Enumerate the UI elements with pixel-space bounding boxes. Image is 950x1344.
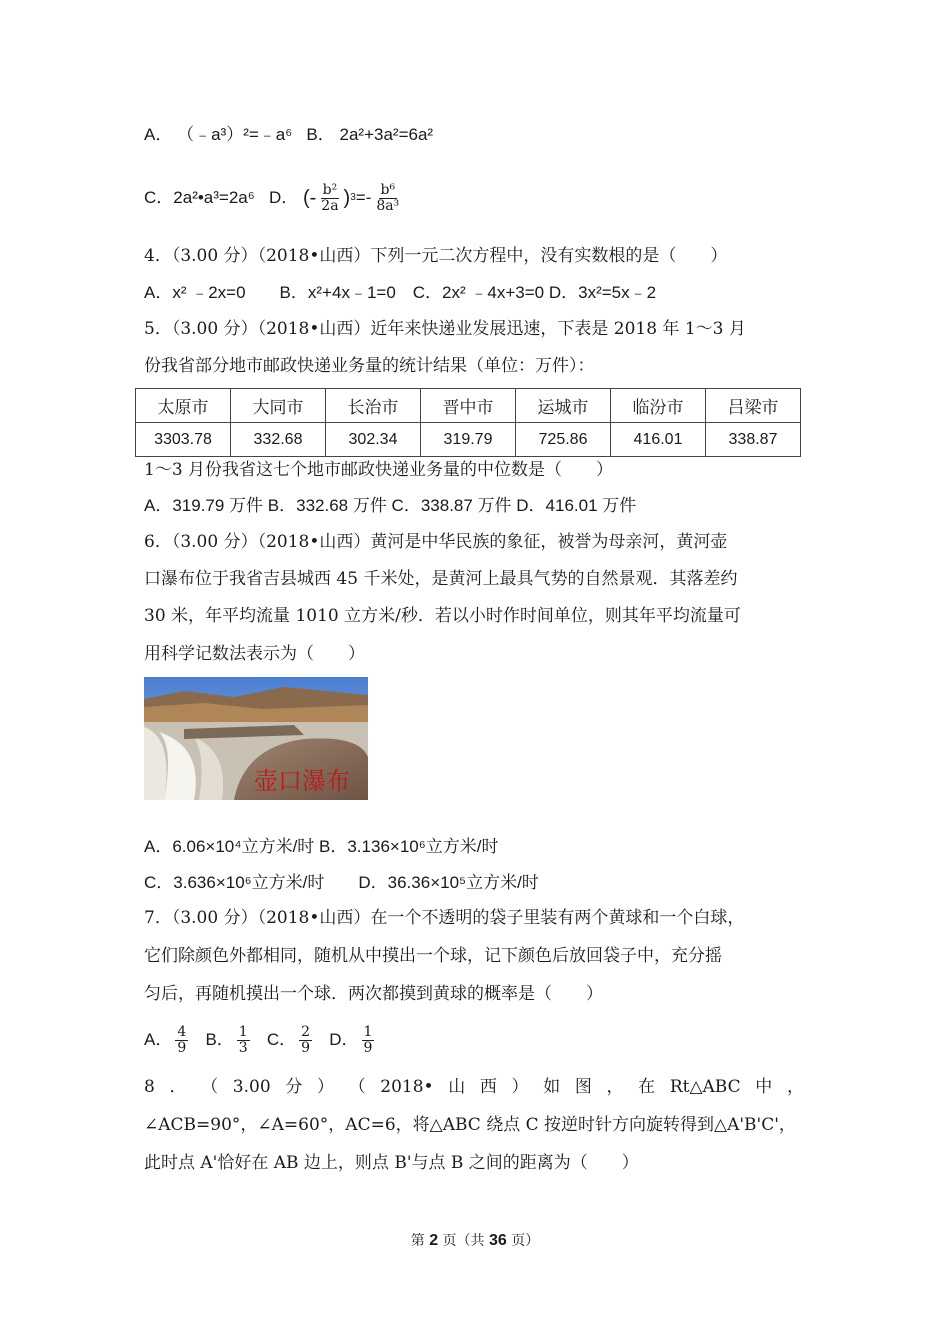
q6-stem-line-1: 6．（3.00 分）（2018•山西）黄河是中华民族的象征，被誉为母亲河，黄河壶 [144, 532, 728, 552]
q8-token: ） [511, 1077, 529, 1097]
fraction-denominator: 8a³ [376, 197, 400, 214]
q3-option-a-text: （﹣a³）²=﹣a⁶ [177, 125, 293, 144]
q8-token: Rt△ABC [669, 1077, 741, 1097]
fraction-numerator: 4 [177, 1023, 187, 1040]
fraction-denominator: 9 [177, 1039, 187, 1056]
q3-option-d-rhs-fraction [374, 183, 401, 214]
footer-suffix: 页） [511, 1233, 540, 1249]
q8-token: ， [606, 1077, 624, 1097]
footer-total-pages: 36 [489, 1232, 507, 1249]
table-cell: 338.87 [706, 423, 801, 457]
q8-token: ． [169, 1077, 187, 1097]
q8-stem-line-2: ∠ACB=90°，∠A=60°，AC=6，将△ABC 绕点 C 按逆时针方向旋转得到△A'B'C'， [144, 1115, 796, 1135]
q8-token: 3.00 [232, 1077, 271, 1097]
table-header-cell: 运城市 [516, 389, 611, 423]
table-header-row [136, 389, 801, 423]
q3-option-a-label: A． [144, 125, 173, 144]
q8-token: ， [786, 1077, 804, 1097]
q3-option-c-label: C． [144, 188, 174, 207]
q7-option-c-label: C． [266, 1030, 297, 1049]
fraction-numerator: 2 [301, 1023, 311, 1040]
q3-option-d-lhs-fraction [319, 183, 340, 214]
q6-stem-line-3: 30 米，年平均流量 1010 立方米/秒．若以小时作时间单位，则其年平均流量可 [144, 606, 741, 626]
q6-options-line-1: A．6.06×10⁴立方米/时 B．3.136×10⁶立方米/时 [144, 837, 499, 856]
q7-stem-line-2: 它们除颜色外都相同，随机从中摸出一个球，记下颜色后放回袋子中，充分摇 [144, 946, 722, 966]
q3-option-b-text: 2a²+3a²=6a² [339, 125, 434, 144]
fraction-denominator: 2a [321, 197, 339, 214]
q3-option-c-text: 2a²•a³=2a⁶ [173, 188, 255, 207]
q7-option-a-label: A． [144, 1030, 173, 1049]
table-cell: 319.79 [421, 423, 516, 457]
hukou-waterfall-photo [144, 677, 368, 800]
q5-stem-line-2: 份我省部分地市邮政快递业务量的统计结果（单位：万件）： [144, 356, 595, 376]
q6-stem-line-4: 用科学记数法表示为（ ） [144, 644, 365, 664]
q8-stem-line-1 [144, 1076, 804, 1098]
page-footer [0, 1230, 950, 1250]
footer-page-number: 2 [429, 1232, 439, 1249]
q4-options: A．x² ﹣2x=0 B．x²+4x﹣1=0 C．2x² ﹣4x+3=0 D．3x²=5x﹣2 [144, 283, 657, 302]
q8-token: 2018• [380, 1077, 434, 1097]
waterfall-image [144, 677, 368, 800]
footer-prefix: 第 [410, 1233, 425, 1249]
table-header-cell: 晋中市 [421, 389, 516, 423]
q8-token: 中 [755, 1077, 773, 1097]
q8-token: 分 [285, 1077, 303, 1097]
table-cell: 302.34 [326, 423, 421, 457]
table-header-cell: 大同市 [231, 389, 326, 423]
table-cell: 725.86 [516, 423, 611, 457]
table-header-cell: 太原市 [136, 389, 231, 423]
q3-option-d-label: D． [268, 188, 299, 207]
table-header-cell: 吕梁市 [706, 389, 801, 423]
q8-token: ） [316, 1077, 334, 1097]
q8-token: （ [348, 1077, 366, 1097]
q3-options-row-1 [144, 124, 433, 146]
q8-token: 如 [543, 1077, 561, 1097]
q5-statistics-table [135, 388, 801, 457]
q3-options-row-2: C． 2a²•a³=2a⁶ D． (- $\frac{\text{b²}}{2a}$ ) 3 =- $\frac{\text{b⁶}}{\text{8a³}}$ [144, 181, 400, 214]
table-cell: 332.68 [231, 423, 326, 457]
q7-option-d-fraction [362, 1025, 375, 1056]
fraction-denominator: 3 [238, 1039, 248, 1056]
q8-token: （ [201, 1077, 219, 1097]
q8-token: 8 [144, 1077, 155, 1097]
fraction-numerator: b⁶ [380, 181, 396, 198]
q8-token: 西 [479, 1077, 497, 1097]
q6-options-line-2: C．3.636×10⁶立方米/时 D．36.36×10⁵立方米/时 [144, 873, 539, 892]
q8-token: 山 [448, 1077, 466, 1097]
table-row [136, 423, 801, 457]
q5-question: 1～3 月份我省这七个地市邮政快递业务量的中位数是（ ） [144, 460, 614, 480]
q7-stem-line-3: 匀后，再随机摸出一个球．两次都摸到黄球的概率是（ ） [144, 984, 603, 1004]
q8-stem-line-3: 此时点 A'恰好在 AB 边上，则点 B'与点 B 之间的距离为（ ） [144, 1153, 639, 1173]
q7-option-d-label: D． [329, 1030, 359, 1049]
q7-option-a-fraction [175, 1025, 188, 1056]
q7-option-b-fraction [237, 1025, 250, 1056]
fraction-denominator: 9 [301, 1039, 311, 1056]
photo-caption-text: 壶口瀑布 [254, 767, 350, 795]
fraction-denominator: 9 [363, 1039, 373, 1056]
q8-token: 图 [574, 1077, 592, 1097]
table-cell: 416.01 [611, 423, 706, 457]
q8-token: 在 [638, 1077, 656, 1097]
q5-options: A．319.79 万件 B．332.68 万件 C．338.87 万件 D．416.01 万件 [144, 496, 637, 515]
table-header-cell: 长治市 [326, 389, 421, 423]
q7-option-c-fraction [299, 1025, 312, 1056]
footer-mid: 页（共 [442, 1233, 485, 1249]
q3-option-b-label: B． [306, 125, 335, 144]
fraction-numerator: b² [322, 181, 338, 198]
q7-options [144, 1020, 377, 1060]
table-header-cell: 临汾市 [611, 389, 706, 423]
q7-option-b-label: B． [205, 1030, 234, 1049]
q6-stem-line-2: 口瀑布位于我省吉县城西 45 千米处，是黄河上最具气势的自然景观．其落差约 [144, 569, 738, 589]
fraction-numerator: 1 [363, 1023, 373, 1040]
q7-stem-line-1: 7．（3.00 分）（2018•山西）在一个不透明的袋子里装有两个黄球和一个白球， [144, 908, 745, 928]
table-cell: 3303.78 [136, 423, 231, 457]
q4-stem: 4．（3.00 分）（2018•山西）下列一元二次方程中，没有实数根的是（ ） [144, 246, 728, 266]
fraction-numerator: 1 [238, 1023, 248, 1040]
q5-stem-line-1: 5．（3.00 分）（2018•山西）近年来快递业发展迅速，下表是 2018 年 1～3 月 [144, 319, 746, 339]
